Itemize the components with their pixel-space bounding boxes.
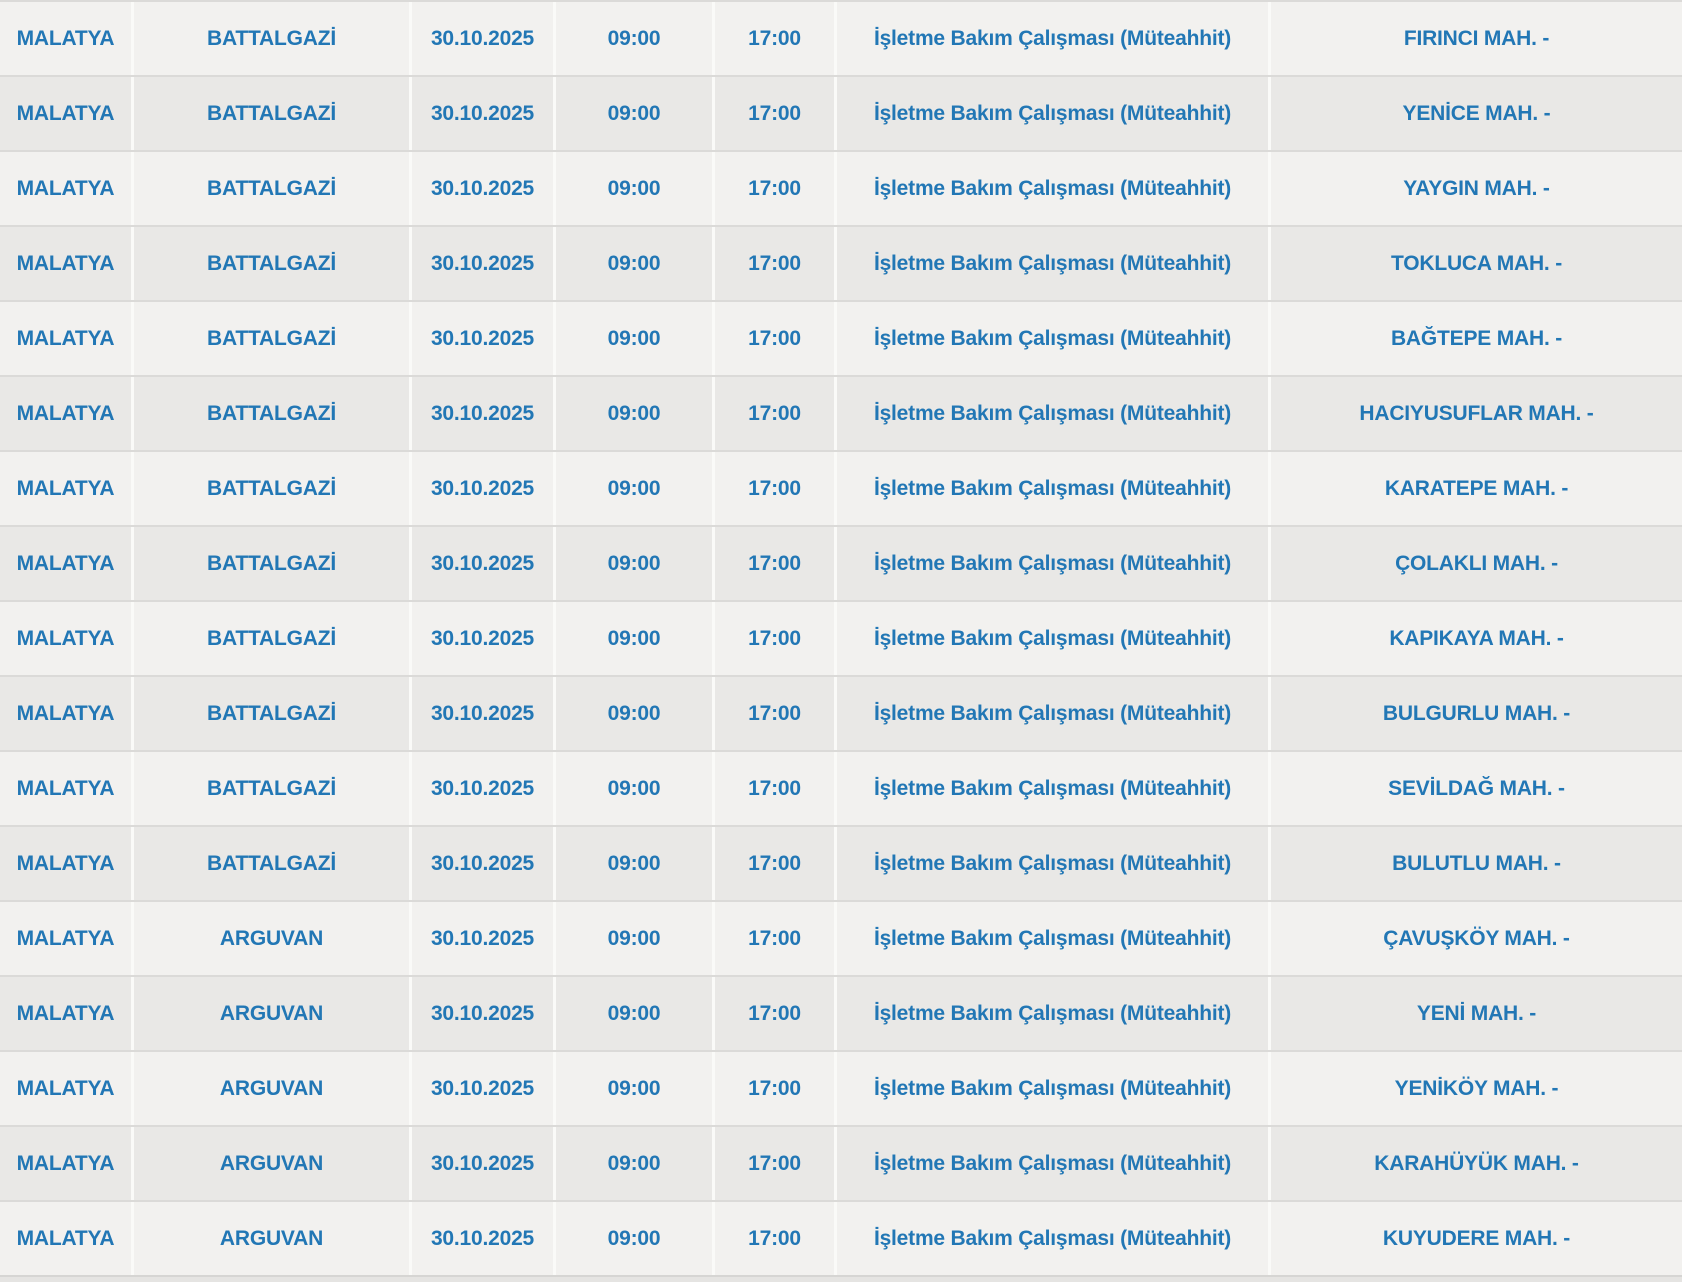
cell-reason: İşletme Bakım Çalışması (Müteahhit) [834, 752, 1268, 825]
cell-neighborhood: KUYUDERE MAH. - [1268, 1202, 1682, 1275]
cell-city: MALATYA [16, 326, 115, 350]
cell-neighborhood: FIRINCI MAH. - [1268, 2, 1682, 75]
cell-reason: İşletme Bakım Çalışması (Müteahhit) [834, 77, 1268, 150]
cell-city: MALATYA [16, 1076, 115, 1100]
table-row [0, 750, 1682, 825]
cell-start-time: 09:00 [553, 902, 712, 975]
table-row [0, 1125, 1682, 1200]
table-row [0, 450, 1682, 525]
cell-district: ARGUVAN [131, 977, 409, 1050]
cell-neighborhood: YAYGIN MAH. - [1268, 152, 1682, 225]
cell-reason: İşletme Bakım Çalışması (Müteahhit) [834, 227, 1268, 300]
cell-end-time: 17:00 [712, 677, 834, 750]
table-row [0, 825, 1682, 900]
cell-reason: İşletme Bakım Çalışması (Müteahhit) [834, 527, 1268, 600]
cell-date: 30.10.2025 [409, 527, 553, 600]
cell-district: BATTALGAZİ [131, 302, 409, 375]
cell-city: MALATYA [16, 1001, 115, 1025]
cell-district: BATTALGAZİ [131, 152, 409, 225]
cell-district: BATTALGAZİ [131, 527, 409, 600]
cell-date: 30.10.2025 [409, 452, 553, 525]
cell-start-time: 09:00 [553, 152, 712, 225]
cell-reason: İşletme Bakım Çalışması (Müteahhit) [834, 1127, 1268, 1200]
cell-end-time: 17:00 [712, 2, 834, 75]
cell-date: 30.10.2025 [409, 677, 553, 750]
cell-end-time: 17:00 [712, 752, 834, 825]
cell-neighborhood: KARATEPE MAH. - [1268, 452, 1682, 525]
cell-reason: İşletme Bakım Çalışması (Müteahhit) [834, 827, 1268, 900]
cell-end-time: 17:00 [712, 602, 834, 675]
cell-city: MALATYA [16, 926, 115, 950]
cell-reason: İşletme Bakım Çalışması (Müteahhit) [834, 2, 1268, 75]
cell-city: MALATYA [16, 251, 115, 275]
table-row [0, 375, 1682, 450]
cell-end-time: 17:00 [712, 827, 834, 900]
cell-city: MALATYA [16, 476, 115, 500]
cell-end-time: 17:00 [712, 1052, 834, 1125]
table-row [0, 0, 1682, 75]
cell-neighborhood: HACIYUSUFLAR MAH. - [1268, 377, 1682, 450]
cell-reason: İşletme Bakım Çalışması (Müteahhit) [834, 677, 1268, 750]
cell-reason: İşletme Bakım Çalışması (Müteahhit) [834, 902, 1268, 975]
cell-neighborhood: SEVİLDAĞ MAH. - [1268, 752, 1682, 825]
cell-start-time: 09:00 [553, 527, 712, 600]
table-row [0, 900, 1682, 975]
cell-date: 30.10.2025 [409, 377, 553, 450]
cell-start-time: 09:00 [553, 827, 712, 900]
cell-date: 30.10.2025 [409, 77, 553, 150]
cell-end-time: 17:00 [712, 902, 834, 975]
cell-city: MALATYA [16, 626, 115, 650]
cell-city: MALATYA [16, 26, 115, 50]
cell-end-time: 17:00 [712, 77, 834, 150]
cell-district: BATTALGAZİ [131, 677, 409, 750]
cell-end-time: 17:00 [712, 452, 834, 525]
cell-reason: İşletme Bakım Çalışması (Müteahhit) [834, 152, 1268, 225]
cell-start-time: 09:00 [553, 227, 712, 300]
cell-neighborhood: TOKLUCA MAH. - [1268, 227, 1682, 300]
cell-end-time: 17:00 [712, 302, 834, 375]
cell-start-time: 09:00 [553, 977, 712, 1050]
cell-date: 30.10.2025 [409, 302, 553, 375]
cell-date: 30.10.2025 [409, 227, 553, 300]
cell-end-time: 17:00 [712, 152, 834, 225]
cell-district: BATTALGAZİ [131, 452, 409, 525]
cell-district: BATTALGAZİ [131, 827, 409, 900]
cell-city: MALATYA [16, 551, 115, 575]
cell-reason: İşletme Bakım Çalışması (Müteahhit) [834, 302, 1268, 375]
cell-reason: İşletme Bakım Çalışması (Müteahhit) [834, 602, 1268, 675]
cell-reason: İşletme Bakım Çalışması (Müteahhit) [834, 452, 1268, 525]
cell-start-time: 09:00 [553, 77, 712, 150]
cell-date: 30.10.2025 [409, 752, 553, 825]
cell-district: BATTALGAZİ [131, 377, 409, 450]
table-row [0, 675, 1682, 750]
cell-city: MALATYA [16, 101, 115, 125]
table-row [0, 1050, 1682, 1125]
cell-reason: İşletme Bakım Çalışması (Müteahhit) [834, 977, 1268, 1050]
cell-reason: İşletme Bakım Çalışması (Müteahhit) [834, 1202, 1268, 1275]
cell-date: 30.10.2025 [409, 2, 553, 75]
table-row [0, 225, 1682, 300]
cell-neighborhood: KAPIKAYA MAH. - [1268, 602, 1682, 675]
table-row [0, 525, 1682, 600]
cell-end-time: 17:00 [712, 1127, 834, 1200]
cell-start-time: 09:00 [553, 752, 712, 825]
cell-date: 30.10.2025 [409, 1202, 553, 1275]
cell-date: 30.10.2025 [409, 152, 553, 225]
cell-city: MALATYA [16, 1226, 115, 1250]
cell-city: MALATYA [16, 176, 115, 200]
cell-start-time: 09:00 [553, 677, 712, 750]
cell-neighborhood: BULGURLU MAH. - [1268, 677, 1682, 750]
cell-date: 30.10.2025 [409, 602, 553, 675]
cell-end-time: 17:00 [712, 377, 834, 450]
cell-start-time: 09:00 [553, 602, 712, 675]
table-row [0, 150, 1682, 225]
cell-reason: İşletme Bakım Çalışması (Müteahhit) [834, 377, 1268, 450]
cell-district: BATTALGAZİ [131, 752, 409, 825]
cell-neighborhood: BAĞTEPE MAH. - [1268, 302, 1682, 375]
cell-district: ARGUVAN [131, 1127, 409, 1200]
cell-neighborhood: ÇAVUŞKÖY MAH. - [1268, 902, 1682, 975]
cell-neighborhood: YENİKÖY MAH. - [1268, 1052, 1682, 1125]
cell-district: ARGUVAN [131, 902, 409, 975]
cell-end-time: 17:00 [712, 527, 834, 600]
table-row [0, 1200, 1682, 1275]
table-row [0, 600, 1682, 675]
table-row [0, 975, 1682, 1050]
cell-district: BATTALGAZİ [131, 602, 409, 675]
cell-date: 30.10.2025 [409, 1127, 553, 1200]
cell-city: MALATYA [16, 701, 115, 725]
cell-start-time: 09:00 [553, 302, 712, 375]
cell-date: 30.10.2025 [409, 977, 553, 1050]
cell-start-time: 09:00 [553, 452, 712, 525]
cell-district: BATTALGAZİ [131, 227, 409, 300]
cell-neighborhood: YENİCE MAH. - [1268, 77, 1682, 150]
cell-neighborhood: ÇOLAKLI MAH. - [1268, 527, 1682, 600]
cell-district: ARGUVAN [131, 1052, 409, 1125]
cell-start-time: 09:00 [553, 1052, 712, 1125]
next-row-sliver [0, 1275, 1682, 1282]
cell-date: 30.10.2025 [409, 1052, 553, 1125]
cell-start-time: 09:00 [553, 1202, 712, 1275]
cell-end-time: 17:00 [712, 227, 834, 300]
cell-neighborhood: YENİ MAH. - [1268, 977, 1682, 1050]
cell-city: MALATYA [16, 401, 115, 425]
cell-reason: İşletme Bakım Çalışması (Müteahhit) [834, 1052, 1268, 1125]
cell-start-time: 09:00 [553, 377, 712, 450]
cell-district: BATTALGAZİ [131, 77, 409, 150]
cell-start-time: 09:00 [553, 2, 712, 75]
cell-city: MALATYA [16, 851, 115, 875]
cell-city: MALATYA [16, 776, 115, 800]
cell-start-time: 09:00 [553, 1127, 712, 1200]
cell-date: 30.10.2025 [409, 827, 553, 900]
cell-end-time: 17:00 [712, 1202, 834, 1275]
table-row [0, 75, 1682, 150]
cell-city: MALATYA [16, 1151, 115, 1175]
cell-neighborhood: BULUTLU MAH. - [1268, 827, 1682, 900]
cell-end-time: 17:00 [712, 977, 834, 1050]
cell-date: 30.10.2025 [409, 902, 553, 975]
cell-district: BATTALGAZİ [131, 2, 409, 75]
cell-district: ARGUVAN [131, 1202, 409, 1275]
table-row [0, 300, 1682, 375]
cell-neighborhood: KARAHÜYÜK MAH. - [1268, 1127, 1682, 1200]
